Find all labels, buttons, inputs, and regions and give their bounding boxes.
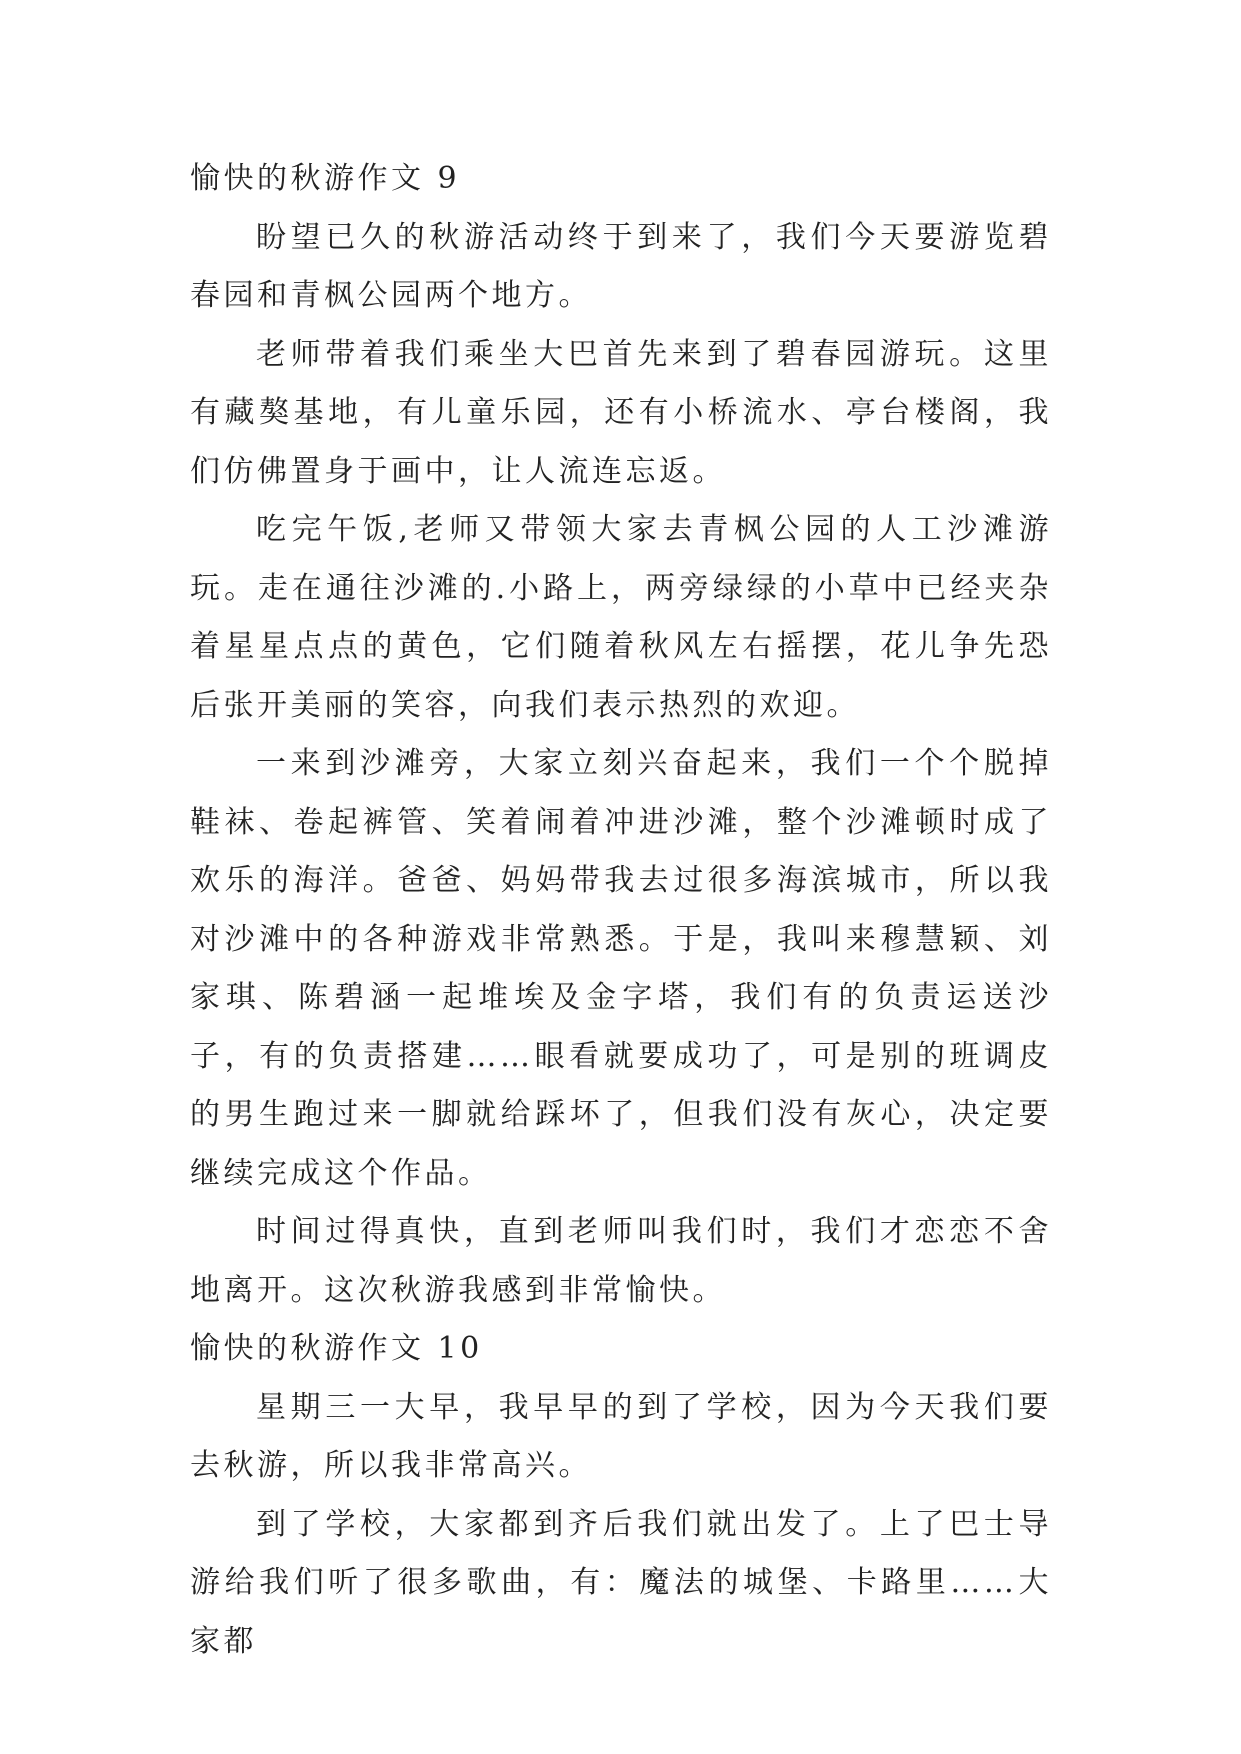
essay-section-10 (190, 1320, 1052, 1671)
document-page (190, 150, 1052, 1671)
essay-section-9 (190, 150, 1052, 1320)
paragraph: 吃完午饭,老师又带领大家去青枫公园的人工沙滩游玩。走在通往沙滩的.小路上，两旁绿绿的小草中已经夹杂着星星点点的黄色，它们随着秋风左右摇摆，花儿争先恐后张开美丽的笑容，向我们表示热烈的欢迎。 (190, 512, 1052, 723)
paragraph: 到了学校，大家都到齐后我们就出发了。上了巴士导游给我们听了很多歌曲，有：魔法的城堡、卡路里……大家都 (190, 1506, 1052, 1659)
essay-title: 愉快的秋游作文 10 (190, 1331, 483, 1366)
paragraph: 星期三一大早，我早早的到了学校，因为今天我们要去秋游，所以我非常高兴。 (190, 1389, 1052, 1483)
paragraph: 一来到沙滩旁，大家立刻兴奋起来，我们一个个脱掉鞋袜、卷起裤管、笑着闹着冲进沙滩，整个沙滩顿时成了欢乐的海洋。爸爸、妈妈带我去过很多海滨城市，所以我对沙滩中的各种游戏非常熟悉。于是，我叫来穆慧颖、刘家琪、陈碧涵一起堆埃及金字塔，我们有的负责运送沙子，有的负责搭建……眼看就要成功了，可是别的班调皮的男生跑过来一脚就给踩坏了，但我们没有灰心，决定要继续完成这个作品。 (190, 746, 1052, 1191)
paragraph: 盼望已久的秋游活动终于到来了，我们今天要游览碧春园和青枫公园两个地方。 (190, 219, 1052, 313)
essay-title: 愉快的秋游作文 9 (190, 161, 461, 196)
paragraph: 时间过得真快，直到老师叫我们时，我们才恋恋不舍地离开。这次秋游我感到非常愉快。 (190, 1214, 1052, 1308)
paragraph: 老师带着我们乘坐大巴首先来到了碧春园游玩。这里有藏獒基地，有儿童乐园，还有小桥流水、亭台楼阁，我们仿佛置身于画中，让人流连忘返。 (190, 336, 1052, 489)
